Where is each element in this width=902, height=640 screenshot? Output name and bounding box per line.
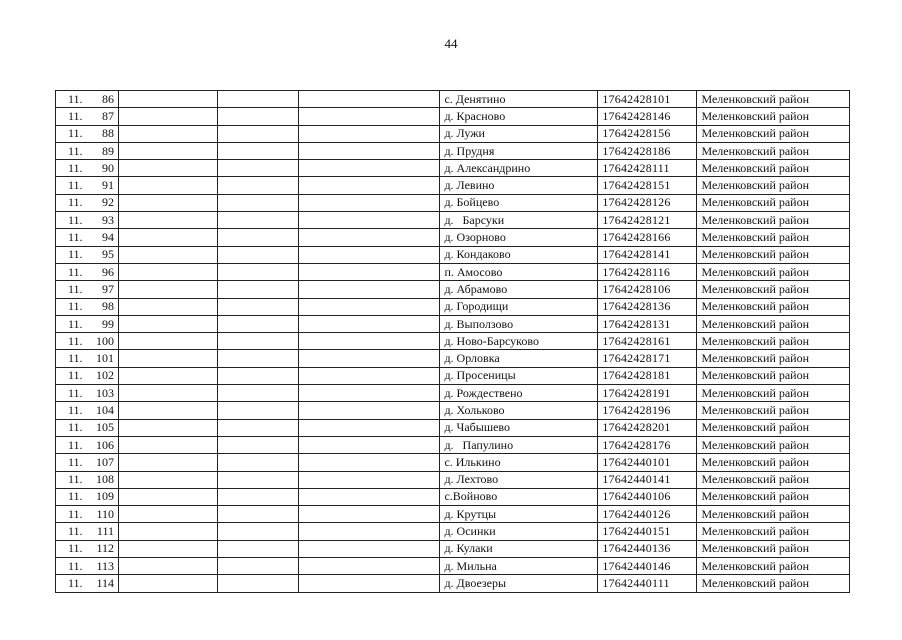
- empty-cell: [119, 402, 218, 419]
- table-row: [56, 125, 850, 142]
- settlement-name-cell: д. Барсуки: [440, 212, 598, 229]
- empty-cell: [119, 91, 218, 108]
- empty-cell: [119, 367, 218, 384]
- row-number-cell: [56, 263, 119, 280]
- row-section: 11.: [68, 299, 83, 314]
- empty-cell: [218, 263, 299, 280]
- empty-cell: [298, 419, 440, 436]
- oktmo-code-cell: 17642428136: [598, 298, 697, 315]
- settlement-name-cell: д. Красново: [440, 108, 598, 125]
- settlement-name-cell: д. Лужи: [440, 125, 598, 142]
- row-section: 11.: [68, 230, 83, 245]
- oktmo-code-cell: 17642428126: [598, 194, 697, 211]
- row-number: 112: [96, 541, 114, 556]
- row-section: 11.: [68, 454, 83, 469]
- empty-cell: [218, 194, 299, 211]
- row-section: 11.: [68, 402, 83, 417]
- table-row: [56, 142, 850, 159]
- empty-cell: [298, 558, 440, 575]
- row-number: 95: [102, 247, 114, 262]
- empty-cell: [218, 402, 299, 419]
- empty-cell: [119, 194, 218, 211]
- table-row: [56, 419, 850, 436]
- empty-cell: [119, 540, 218, 557]
- settlement-name-cell: д. Рождествено: [440, 385, 598, 402]
- row-section: 11.: [68, 195, 83, 210]
- row-section: 11.: [68, 108, 83, 123]
- row-section: 11.: [68, 541, 83, 556]
- row-section: 11.: [68, 489, 83, 504]
- empty-cell: [119, 436, 218, 453]
- empty-cell: [218, 385, 299, 402]
- row-number: 87: [102, 108, 114, 123]
- empty-cell: [298, 125, 440, 142]
- table-row: [56, 488, 850, 505]
- empty-cell: [298, 142, 440, 159]
- empty-cell: [119, 350, 218, 367]
- table-row: [56, 333, 850, 350]
- table-row: [56, 523, 850, 540]
- row-section: 11.: [68, 558, 83, 573]
- empty-cell: [298, 177, 440, 194]
- oktmo-code-cell: 17642428186: [598, 142, 697, 159]
- district-cell: Меленковский район: [697, 246, 850, 263]
- empty-cell: [298, 506, 440, 523]
- row-section: 11.: [68, 420, 83, 435]
- oktmo-code-cell: 17642428106: [598, 281, 697, 298]
- table-row: [56, 108, 850, 125]
- row-number: 113: [96, 558, 114, 573]
- settlement-name-cell: д. Мильна: [440, 558, 598, 575]
- oktmo-code-cell: 17642428131: [598, 315, 697, 332]
- empty-cell: [119, 315, 218, 332]
- settlement-name-cell: п. Амосово: [440, 263, 598, 280]
- settlement-name-cell: д. Осинки: [440, 523, 598, 540]
- oktmo-code-cell: 17642428116: [598, 263, 697, 280]
- row-number-cell: [56, 488, 119, 505]
- row-number: 111: [96, 524, 114, 539]
- table-row: [56, 402, 850, 419]
- oktmo-code-cell: 17642428121: [598, 212, 697, 229]
- row-section: 11.: [68, 281, 83, 296]
- district-cell: Меленковский район: [697, 177, 850, 194]
- oktmo-code-cell: 17642428176: [598, 436, 697, 453]
- empty-cell: [119, 558, 218, 575]
- row-number: 92: [102, 195, 114, 210]
- district-cell: Меленковский район: [697, 91, 850, 108]
- empty-cell: [119, 298, 218, 315]
- oktmo-code-cell: 17642428181: [598, 367, 697, 384]
- settlement-name-cell: д. Кондаково: [440, 246, 598, 263]
- row-number: 90: [102, 160, 114, 175]
- row-number: 98: [102, 299, 114, 314]
- table-row: [56, 540, 850, 557]
- row-number-cell: [56, 419, 119, 436]
- row-number: 91: [102, 178, 114, 193]
- oktmo-code-cell: 17642428111: [598, 160, 697, 177]
- empty-cell: [298, 471, 440, 488]
- empty-cell: [119, 177, 218, 194]
- empty-cell: [119, 263, 218, 280]
- row-number-cell: [56, 471, 119, 488]
- row-number-cell: [56, 246, 119, 263]
- empty-cell: [218, 142, 299, 159]
- row-section: 11.: [68, 437, 83, 452]
- row-number: 101: [96, 351, 114, 366]
- district-cell: Меленковский район: [697, 315, 850, 332]
- district-cell: Меленковский район: [697, 523, 850, 540]
- row-number-cell: [56, 540, 119, 557]
- oktmo-code-cell: 17642428101: [598, 91, 697, 108]
- empty-cell: [218, 540, 299, 557]
- empty-cell: [218, 246, 299, 263]
- empty-cell: [119, 385, 218, 402]
- row-number-cell: [56, 350, 119, 367]
- empty-cell: [218, 454, 299, 471]
- row-number: 109: [96, 489, 114, 504]
- row-number: 97: [102, 281, 114, 296]
- table-row: [56, 315, 850, 332]
- settlement-name-cell: д. Прудня: [440, 142, 598, 159]
- settlement-name-cell: д. Ново-Барсуково: [440, 333, 598, 350]
- table-row: [56, 385, 850, 402]
- district-cell: Меленковский район: [697, 419, 850, 436]
- table-row: [56, 471, 850, 488]
- district-cell: Меленковский район: [697, 298, 850, 315]
- empty-cell: [298, 454, 440, 471]
- settlement-name-cell: с. Илькино: [440, 454, 598, 471]
- empty-cell: [298, 350, 440, 367]
- row-section: 11.: [68, 91, 83, 106]
- row-number-cell: [56, 281, 119, 298]
- settlement-name-cell: д. Двоезеры: [440, 575, 598, 592]
- settlement-name-cell: д. Озорново: [440, 229, 598, 246]
- row-number-cell: [56, 142, 119, 159]
- district-cell: Меленковский район: [697, 367, 850, 384]
- district-cell: Меленковский район: [697, 194, 850, 211]
- empty-cell: [218, 436, 299, 453]
- row-number-cell: [56, 436, 119, 453]
- empty-cell: [218, 350, 299, 367]
- district-cell: Меленковский район: [697, 540, 850, 557]
- row-section: 11.: [68, 368, 83, 383]
- district-cell: Меленковский район: [697, 142, 850, 159]
- row-number: 107: [96, 454, 114, 469]
- district-cell: Меленковский район: [697, 575, 850, 592]
- row-number: 100: [96, 333, 114, 348]
- empty-cell: [218, 298, 299, 315]
- empty-cell: [119, 281, 218, 298]
- row-number-cell: [56, 402, 119, 419]
- table-row: [56, 454, 850, 471]
- row-number: 110: [96, 506, 114, 521]
- row-number: 104: [96, 402, 114, 417]
- row-number: 103: [96, 385, 114, 400]
- row-section: 11.: [68, 178, 83, 193]
- empty-cell: [298, 367, 440, 384]
- table-row: [56, 575, 850, 592]
- row-number: 93: [102, 212, 114, 227]
- district-cell: Меленковский район: [697, 402, 850, 419]
- empty-cell: [298, 575, 440, 592]
- row-number: 94: [102, 230, 114, 245]
- oktmo-code-cell: 17642428156: [598, 125, 697, 142]
- oktmo-code-cell: 17642440111: [598, 575, 697, 592]
- oktmo-code-cell: 17642440141: [598, 471, 697, 488]
- district-cell: Меленковский район: [697, 488, 850, 505]
- row-number-cell: [56, 367, 119, 384]
- settlement-name-cell: д. Папулино: [440, 436, 598, 453]
- row-section: 11.: [68, 472, 83, 487]
- table-row: [56, 212, 850, 229]
- empty-cell: [218, 212, 299, 229]
- oktmo-code-cell: 17642440106: [598, 488, 697, 505]
- table-row: [56, 281, 850, 298]
- row-section: 11.: [68, 247, 83, 262]
- empty-cell: [218, 315, 299, 332]
- table-row: [56, 298, 850, 315]
- oktmo-code-cell: 17642428151: [598, 177, 697, 194]
- row-section: 11.: [68, 143, 83, 158]
- row-section: 11.: [68, 351, 83, 366]
- empty-cell: [119, 160, 218, 177]
- empty-cell: [119, 506, 218, 523]
- empty-cell: [298, 160, 440, 177]
- row-number-cell: [56, 91, 119, 108]
- row-section: 11.: [68, 524, 83, 539]
- district-cell: Меленковский район: [697, 454, 850, 471]
- oktmo-code-cell: 17642428171: [598, 350, 697, 367]
- settlement-table: [55, 90, 850, 593]
- empty-cell: [119, 454, 218, 471]
- row-number: 86: [102, 91, 114, 106]
- empty-cell: [298, 402, 440, 419]
- settlement-name-cell: д. Орловка: [440, 350, 598, 367]
- empty-cell: [218, 108, 299, 125]
- table-row: [56, 350, 850, 367]
- empty-cell: [119, 333, 218, 350]
- row-section: 11.: [68, 264, 83, 279]
- empty-cell: [298, 212, 440, 229]
- settlement-name-cell: с.Войново: [440, 488, 598, 505]
- row-number-cell: [56, 194, 119, 211]
- empty-cell: [119, 471, 218, 488]
- row-number: 106: [96, 437, 114, 452]
- empty-cell: [218, 575, 299, 592]
- row-number-cell: [56, 454, 119, 471]
- empty-cell: [119, 229, 218, 246]
- empty-cell: [119, 246, 218, 263]
- settlement-name-cell: д. Чабышево: [440, 419, 598, 436]
- row-number-cell: [56, 212, 119, 229]
- empty-cell: [218, 506, 299, 523]
- empty-cell: [298, 108, 440, 125]
- empty-cell: [218, 91, 299, 108]
- table-row: [56, 246, 850, 263]
- settlement-name-cell: д. Выползово: [440, 315, 598, 332]
- settlement-name-cell: д. Просеницы: [440, 367, 598, 384]
- oktmo-code-cell: 17642440146: [598, 558, 697, 575]
- district-cell: Меленковский район: [697, 333, 850, 350]
- empty-cell: [119, 575, 218, 592]
- empty-cell: [298, 523, 440, 540]
- empty-cell: [119, 142, 218, 159]
- row-number: 88: [102, 126, 114, 141]
- row-number: 99: [102, 316, 114, 331]
- district-cell: Меленковский район: [697, 281, 850, 298]
- oktmo-code-cell: 17642440151: [598, 523, 697, 540]
- oktmo-code-cell: 17642440126: [598, 506, 697, 523]
- row-section: 11.: [68, 126, 83, 141]
- row-section: 11.: [68, 385, 83, 400]
- oktmo-code-cell: 17642428161: [598, 333, 697, 350]
- empty-cell: [298, 488, 440, 505]
- settlement-name-cell: д. Городищи: [440, 298, 598, 315]
- row-number: 105: [96, 420, 114, 435]
- settlement-name-cell: с. Денятино: [440, 91, 598, 108]
- empty-cell: [218, 367, 299, 384]
- district-cell: Меленковский район: [697, 160, 850, 177]
- district-cell: Меленковский район: [697, 558, 850, 575]
- table-row: [56, 194, 850, 211]
- district-cell: Меленковский район: [697, 385, 850, 402]
- row-number-cell: [56, 298, 119, 315]
- row-section: 11.: [68, 575, 83, 590]
- row-number-cell: [56, 385, 119, 402]
- row-number-cell: [56, 229, 119, 246]
- empty-cell: [218, 523, 299, 540]
- table-row: [56, 558, 850, 575]
- row-number-cell: [56, 558, 119, 575]
- table-row: [56, 436, 850, 453]
- row-number-cell: [56, 575, 119, 592]
- row-number: 114: [96, 575, 114, 590]
- empty-cell: [298, 281, 440, 298]
- page-number: 44: [444, 36, 458, 51]
- row-number: 108: [96, 472, 114, 487]
- empty-cell: [218, 160, 299, 177]
- row-section: 11.: [68, 506, 83, 521]
- oktmo-code-cell: 17642428146: [598, 108, 697, 125]
- oktmo-code-cell: 17642428166: [598, 229, 697, 246]
- empty-cell: [218, 558, 299, 575]
- empty-cell: [119, 212, 218, 229]
- empty-cell: [119, 125, 218, 142]
- row-number-cell: [56, 108, 119, 125]
- empty-cell: [298, 315, 440, 332]
- row-number-cell: [56, 333, 119, 350]
- empty-cell: [298, 246, 440, 263]
- district-cell: Меленковский район: [697, 212, 850, 229]
- empty-cell: [298, 436, 440, 453]
- row-section: 11.: [68, 160, 83, 175]
- settlement-name-cell: д. Хольково: [440, 402, 598, 419]
- district-cell: Меленковский район: [697, 471, 850, 488]
- district-cell: Меленковский район: [697, 125, 850, 142]
- row-section: 11.: [68, 316, 83, 331]
- settlement-name-cell: д. Бойцево: [440, 194, 598, 211]
- oktmo-code-cell: 17642428141: [598, 246, 697, 263]
- oktmo-code-cell: 17642440136: [598, 540, 697, 557]
- district-cell: Меленковский район: [697, 263, 850, 280]
- oktmo-code-cell: 17642440101: [598, 454, 697, 471]
- row-number-cell: [56, 315, 119, 332]
- row-section: 11.: [68, 333, 83, 348]
- empty-cell: [218, 419, 299, 436]
- empty-cell: [218, 488, 299, 505]
- settlement-name-cell: д. Кулаки: [440, 540, 598, 557]
- empty-cell: [119, 488, 218, 505]
- table-row: [56, 263, 850, 280]
- empty-cell: [298, 333, 440, 350]
- district-cell: Меленковский район: [697, 229, 850, 246]
- empty-cell: [298, 298, 440, 315]
- empty-cell: [298, 263, 440, 280]
- empty-cell: [298, 540, 440, 557]
- empty-cell: [298, 229, 440, 246]
- empty-cell: [218, 125, 299, 142]
- district-cell: Меленковский район: [697, 436, 850, 453]
- settlement-name-cell: д. Крутцы: [440, 506, 598, 523]
- empty-cell: [218, 333, 299, 350]
- empty-cell: [298, 91, 440, 108]
- empty-cell: [119, 523, 218, 540]
- district-cell: Меленковский район: [697, 350, 850, 367]
- oktmo-code-cell: 17642428196: [598, 402, 697, 419]
- table-body: [56, 91, 850, 593]
- empty-cell: [119, 108, 218, 125]
- row-number: 96: [102, 264, 114, 279]
- district-cell: Меленковский район: [697, 506, 850, 523]
- empty-cell: [218, 281, 299, 298]
- empty-cell: [119, 419, 218, 436]
- row-number-cell: [56, 125, 119, 142]
- district-cell: Меленковский район: [697, 108, 850, 125]
- settlement-name-cell: д. Левино: [440, 177, 598, 194]
- table-row: [56, 160, 850, 177]
- table-row: [56, 91, 850, 108]
- row-number-cell: [56, 177, 119, 194]
- row-number-cell: [56, 160, 119, 177]
- row-number-cell: [56, 523, 119, 540]
- row-section: 11.: [68, 212, 83, 227]
- empty-cell: [298, 194, 440, 211]
- table-row: [56, 177, 850, 194]
- oktmo-code-cell: 17642428191: [598, 385, 697, 402]
- empty-cell: [218, 229, 299, 246]
- empty-cell: [218, 177, 299, 194]
- row-number: 102: [96, 368, 114, 383]
- oktmo-code-cell: 17642428201: [598, 419, 697, 436]
- table-row: [56, 229, 850, 246]
- table-row: [56, 506, 850, 523]
- table-row: [56, 367, 850, 384]
- settlement-name-cell: д. Абрамово: [440, 281, 598, 298]
- row-number-cell: [56, 506, 119, 523]
- empty-cell: [298, 385, 440, 402]
- settlement-name-cell: д. Лехтово: [440, 471, 598, 488]
- empty-cell: [218, 471, 299, 488]
- row-number: 89: [102, 143, 114, 158]
- settlement-name-cell: д. Александрино: [440, 160, 598, 177]
